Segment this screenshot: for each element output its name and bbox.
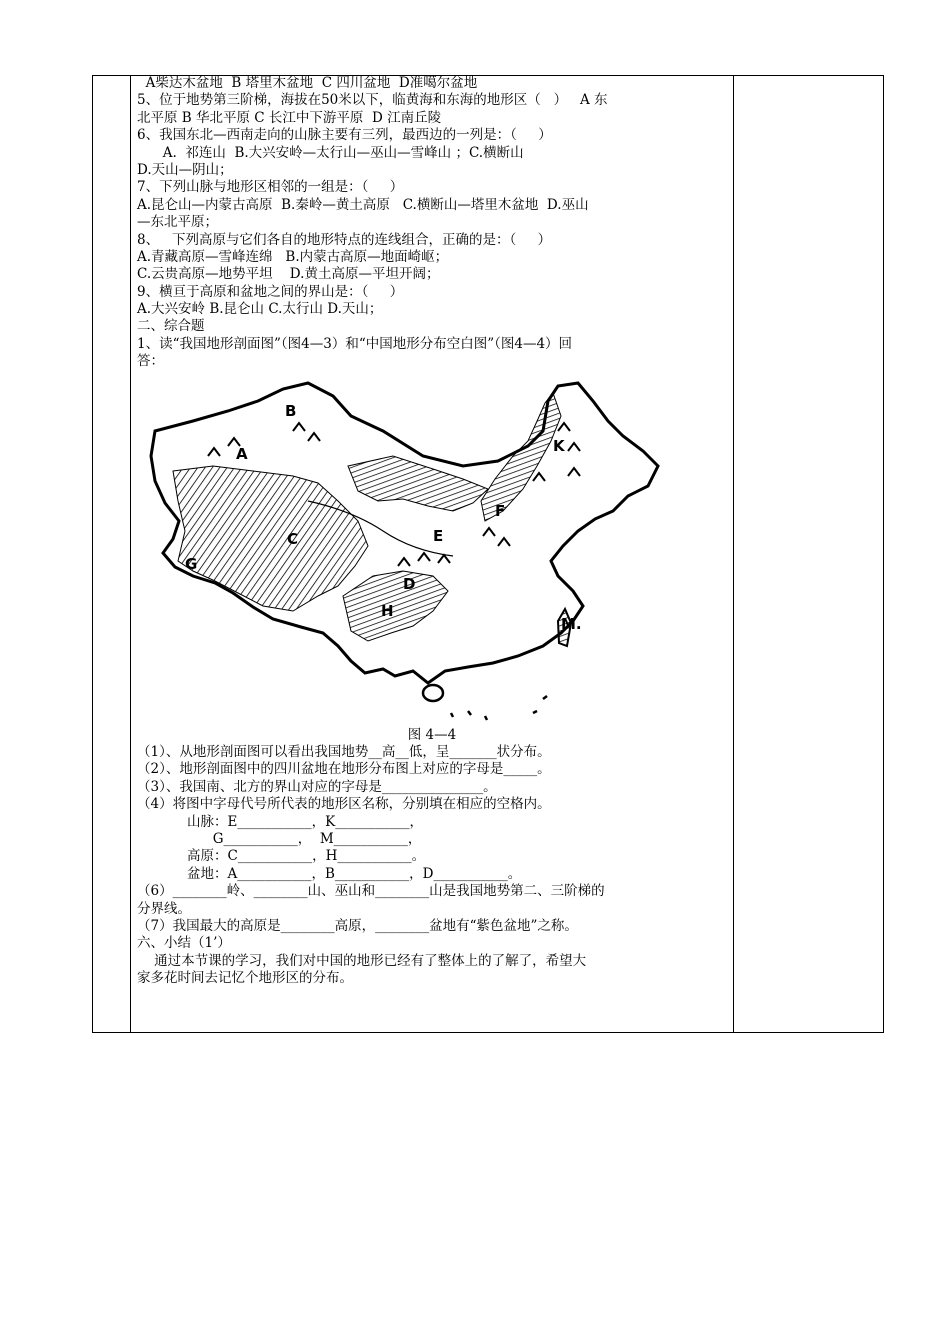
question-7: 7、下列山脉与地形区相邻的一组是：（ ） [137, 179, 404, 196]
question-9-options: A.大兴安岭 B.昆仑山 C.太行山 D.天山； [137, 301, 383, 318]
question-7-options-cont: —东北平原； [137, 214, 218, 231]
map-label-b: B [285, 401, 297, 420]
column-divider-left [130, 76, 131, 1032]
map-label-c: C [287, 529, 299, 548]
question-7-options: A.昆仑山—内蒙古高原 B.秦岭—黄土高原 C.横断山—塔里木盆地 D.巫山 [137, 196, 589, 213]
summary-heading: 六、小结（1’） [137, 935, 231, 952]
sub-question-3: （3）、我国南、北方的界山对应的字母是_______________。 [137, 778, 497, 795]
figure-caption: 图 4—4 [407, 726, 457, 743]
map-label-h: H [381, 601, 394, 620]
sea-islands [451, 696, 547, 720]
summary-text: 通过本节课的学习，我们对中国的地形已经有了整体上的了解了，希望大 [137, 952, 587, 969]
question-8-options-cd: C.云贵高原—地势平坦 D.黄土高原—平坦开阔； [137, 266, 440, 283]
map-label-d: D [403, 574, 416, 593]
sub-question-4: （4）将图中字母代号所代表的地形区名称，分别填在相应的空格内。 [137, 796, 551, 813]
map-label-g: G [185, 554, 198, 573]
question-6-options: A. 祁连山 B.大兴安岭—太行山—巫山—雪峰山 ；C.横断山 [137, 144, 524, 161]
question-5-options: 北平原 B 华北平原 C 长江中下游平原 D 江南丘陵 [137, 109, 442, 126]
sub-question-2: （2）、地形剖面图中的四川盆地在地形分布图上对应的字母是_____。 [137, 761, 551, 778]
question-5: 5、位于地势第三阶梯，海拔在50米以下，临黄海和东海的地形区（ ） A 东 [137, 92, 608, 109]
question-8-options-ab: A.青藏高原—雪峰连绵 B.内蒙古高原—地面崎岖； [137, 248, 449, 265]
map-label-a: A [236, 444, 248, 463]
sub-question-7: （7）我国最大的高原是________高原，________盆地有“紫色盆地”之称。 [137, 917, 578, 934]
fill-row-basins: 盆地：A___________，B___________，D___________。 [187, 865, 522, 882]
map-drawing [133, 371, 693, 727]
fill-row-mountains: 山脉：E___________，K___________， [187, 813, 423, 830]
map-label-m: M. [561, 614, 582, 633]
fill-row-mountains-2: G___________， M___________， [187, 830, 422, 847]
sub-question-1: （1）、从地形剖面图可以看出我国地势__高__低，呈_______状分布。 [137, 744, 551, 761]
map-label-f: F [495, 501, 506, 520]
column-divider-right [733, 76, 734, 1032]
question-6: 6、我国东北—西南走向的山脉主要有三列，最西边的一列是：（ ） [137, 127, 552, 144]
option-line: A柴达木盆地 B 塔里木盆地 C 四川盆地 D准噶尔盆地 [137, 75, 478, 91]
sub-question-6: （6）________岭、________山、巫山和________山是我国地势第二、三阶梯的 [137, 883, 605, 900]
task-intro: 1、读“我国地形剖面图”（图4—3）和“中国地形分布空白图”（图4—4）回 [137, 335, 573, 352]
question-9: 9、横亘于高原和盆地之间的界山是：（ ） [137, 283, 404, 300]
sub-question-6-cont: 分界线。 [137, 900, 191, 917]
task-intro-cont: 答： [137, 353, 164, 370]
question-8: 8、 下列高原与它们各自的地形特点的连线组合，正确的是：（ ） [137, 231, 552, 248]
question-6-options-cont: D.天山—阴山； [137, 161, 233, 178]
map-label-k: K [553, 436, 565, 455]
section-heading: 二、综合题 [137, 318, 205, 335]
summary-text-cont: 家多花时间去记忆个地形区的分布。 [137, 970, 353, 987]
main-content [137, 75, 727, 988]
hainan-island [423, 685, 443, 701]
china-terrain-map [137, 371, 727, 727]
fill-row-plateaus: 高原：C___________，H___________。 [187, 848, 426, 865]
map-label-e: E [433, 526, 444, 545]
